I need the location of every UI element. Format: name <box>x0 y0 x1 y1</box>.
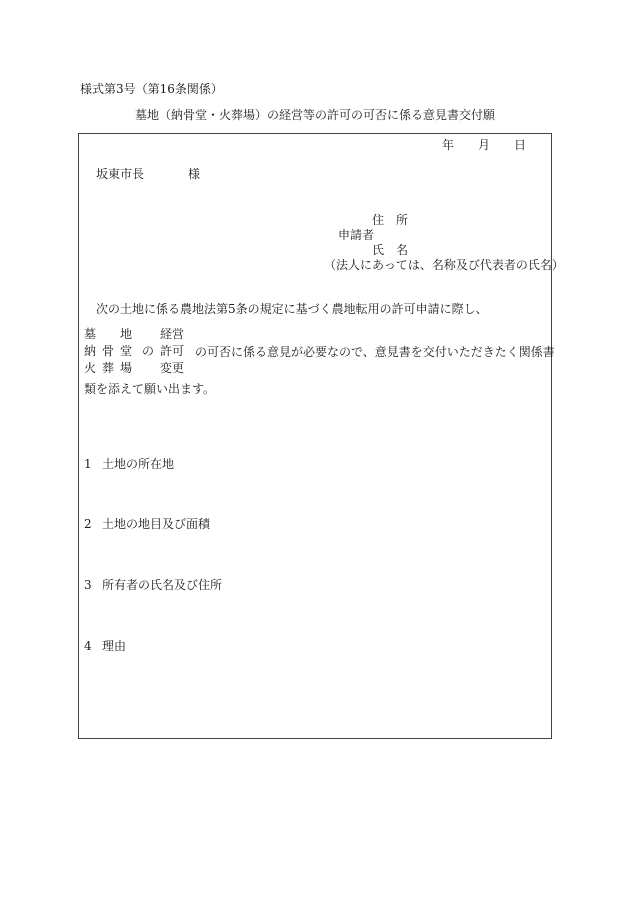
facility-of-particle: の <box>142 344 155 358</box>
item-label: 所有者の氏名及び住所 <box>102 578 223 592</box>
action-option: 許可 <box>160 344 185 358</box>
item-land-location <box>84 457 174 471</box>
item-reason <box>84 639 126 653</box>
date-year-label: 年 <box>442 138 455 152</box>
applicant-address-label: 住 所 <box>372 213 409 227</box>
date-month-label: 月 <box>478 138 491 152</box>
facility-char: 葬 <box>102 361 115 375</box>
addressee-name: 坂東市長 <box>96 167 145 181</box>
facility-char: 骨 <box>102 344 115 358</box>
item-number: 1 <box>84 457 92 471</box>
date-day-label: 日 <box>514 138 527 152</box>
body-intro: 次の土地に係る農地法第5条の規定に基づく農地転用の許可申請に際し、 <box>96 302 488 316</box>
item-number: 2 <box>84 517 92 531</box>
form-number: 様式第3号（第16条関係） <box>80 82 223 96</box>
body-continuation: の可否に係る意見が必要なので、意見書を交付いただきたく関係書 <box>195 345 555 359</box>
facility-char: 火 <box>84 361 97 375</box>
action-option: 経営 <box>160 327 185 341</box>
item-land-category-area <box>84 517 210 531</box>
applicant-name-label: 氏 名 <box>372 243 409 257</box>
body-closing: 類を添えて願い出ます。 <box>84 382 216 396</box>
action-option: 変更 <box>160 361 185 375</box>
facility-char: 墓 <box>84 327 97 341</box>
facility-char: 堂 <box>120 344 133 358</box>
facility-char: 納 <box>84 344 97 358</box>
facility-char: 地 <box>120 327 133 341</box>
item-label: 土地の所在地 <box>102 457 175 471</box>
form-frame <box>78 133 552 739</box>
item-number: 3 <box>84 578 92 592</box>
document-title: 墓地（納骨堂・火葬場）の経営等の許可の可否に係る意見書交付願 <box>134 108 495 122</box>
corporation-note: （法人にあっては、名称及び代表者の氏名） <box>324 258 564 272</box>
item-number: 4 <box>84 639 92 653</box>
applicant-label: 申請者 <box>338 228 375 242</box>
facility-char: 場 <box>120 361 133 375</box>
addressee-honorific: 様 <box>188 167 201 181</box>
item-owner-name-address <box>84 578 222 592</box>
item-label: 土地の地目及び面積 <box>102 517 211 531</box>
item-label: 理由 <box>102 639 127 653</box>
